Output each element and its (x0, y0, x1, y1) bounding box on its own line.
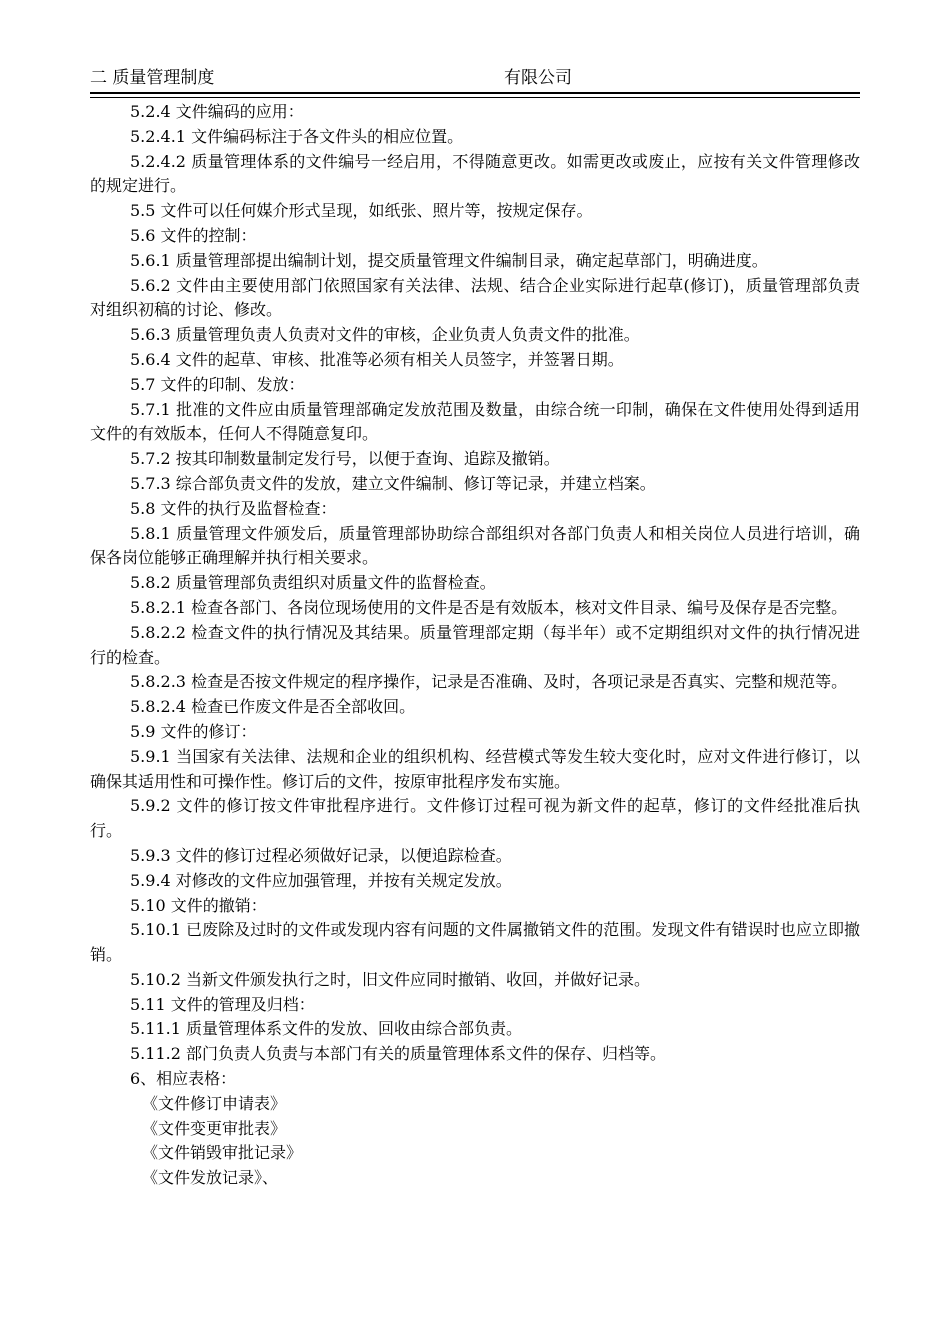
paragraph: 5.8.2 质量管理部负责组织对质量文件的监督检查。 (130, 573, 496, 593)
paragraph: 5.8.2.2 检查文件的执行情况及其结果。质量管理部定期（每半年）或不定期组织对文件的执行情况进行的检查。 (90, 622, 860, 667)
paragraph: 5.6.1 质量管理部提出编制计划，提交质量管理文件编制目录，确定起草部门，明确进度。 (130, 250, 768, 270)
paragraph: 5.9.4 对修改的文件应加强管理，并按有关规定发放。 (130, 870, 512, 890)
paragraph: 5.8.2.3 检查是否按文件规定的程序操作，记录是否准确、及时，各项记录是否真实、完整和规范等。 (130, 672, 848, 692)
form-list-item: 《文件发放记录》、 (142, 1168, 279, 1188)
paragraph: 5.8.2.4 检查已作废文件是否全部收回。 (130, 697, 416, 717)
form-list-item: 《文件变更审批表》 (142, 1118, 287, 1138)
paragraph: 5.2.4 文件编码的应用： (130, 102, 304, 121)
paragraph: 5.8.1 质量管理文件颁发后，质量管理部协助综合部组织对各部门负责人和相关岗位人员进行培训，确保各岗位能够正确理解并执行相关要求。 (90, 523, 860, 568)
paragraph: 5.2.4.1 文件编码标注于各文件头的相应位置。 (130, 126, 464, 146)
paragraph: 5.7.1 批准的文件应由质量管理部确定发放范围及数量，由综合统一印制，确保在文件使用处得到适用文件的有效版本，任何人不得随意复印。 (90, 399, 860, 444)
header-rule-thin (90, 97, 860, 98)
paragraph: 5.10.1 已废除及过时的文件或发现内容有问题的文件属撤销文件的范围。发现文件有错误时也应立即撤销。 (90, 920, 860, 965)
paragraph: 5.6.4 文件的起草、审核、批准等必须有相关人员签字，并签署日期。 (130, 349, 624, 369)
document-body (90, 100, 860, 1191)
paragraph: 5.6 文件的控制： (130, 225, 257, 245)
paragraph: 5.9.3 文件的修订过程必须做好记录，以便追踪检查。 (130, 845, 512, 865)
paragraph: 6、相应表格： (130, 1069, 237, 1089)
paragraph: 5.6.3 质量管理负责人负责对文件的审核，企业负责人负责文件的批准。 (130, 325, 640, 345)
paragraph: 5.11.1 质量管理体系文件的发放、回收由综合部负责。 (130, 1019, 522, 1039)
form-list-item: 《文件销毁审批记录》 (142, 1143, 303, 1163)
paragraph: 5.7.3 综合部负责文件的发放，建立文件编制、修订等记录，并建立档案。 (130, 473, 656, 493)
paragraph: 5.9.2 文件的修订按文件审批程序进行。文件修订过程可视为新文件的起草，修订的文件经批准后执行。 (90, 796, 860, 841)
paragraph: 5.2.4.2 质量管理体系的文件编号一经启用，不得随意更改。如需更改或废止，应按有关文件管理修改的规定进行。 (90, 151, 860, 196)
paragraph: 5.10 文件的撤销： (130, 895, 267, 915)
header-section-title: 二 质量管理制度 (90, 68, 215, 88)
paragraph: 5.11 文件的管理及归档： (130, 994, 315, 1014)
paragraph: 5.9 文件的修订： (130, 721, 257, 741)
paragraph: 5.6.2 文件由主要使用部门依照国家有关法律、法规、结合企业实际进行起草(修订)，质量管理部负责对组织初稿的讨论、修改。 (90, 275, 860, 320)
paragraph: 5.5 文件可以任何媒介形式呈现，如纸张、照片等，按规定保存。 (130, 201, 593, 221)
paragraph: 5.11.2 部门负责人负责与本部门有关的质量管理体系文件的保存、归档等。 (130, 1044, 666, 1064)
paragraph: 5.8.2.1 检查各部门、各岗位现场使用的文件是否是有效版本，核对文件目录、编号及保存是否完整。 (130, 597, 848, 617)
paragraph: 5.7 文件的印制、发放： (130, 374, 305, 394)
page-header (90, 66, 860, 90)
paragraph: 5.10.2 当新文件颁发执行之时，旧文件应同时撤销、收回，并做好记录。 (130, 969, 650, 989)
paragraph: 5.9.1 当国家有关法律、法规和企业的组织机构、经营模式等发生较大变化时，应对文件进行修订，以确保其适用性和可操作性。修订后的文件，按原审批程序发布实施。 (90, 746, 860, 791)
header-company-name: 有限公司 (504, 68, 572, 88)
header-rule-thick (90, 92, 860, 94)
paragraph: 5.8 文件的执行及监督检查： (130, 498, 337, 518)
paragraph: 5.7.2 按其印制数量制定发行号，以便于查询、追踪及撤销。 (130, 449, 560, 469)
form-list-item: 《文件修订申请表》 (142, 1093, 287, 1113)
